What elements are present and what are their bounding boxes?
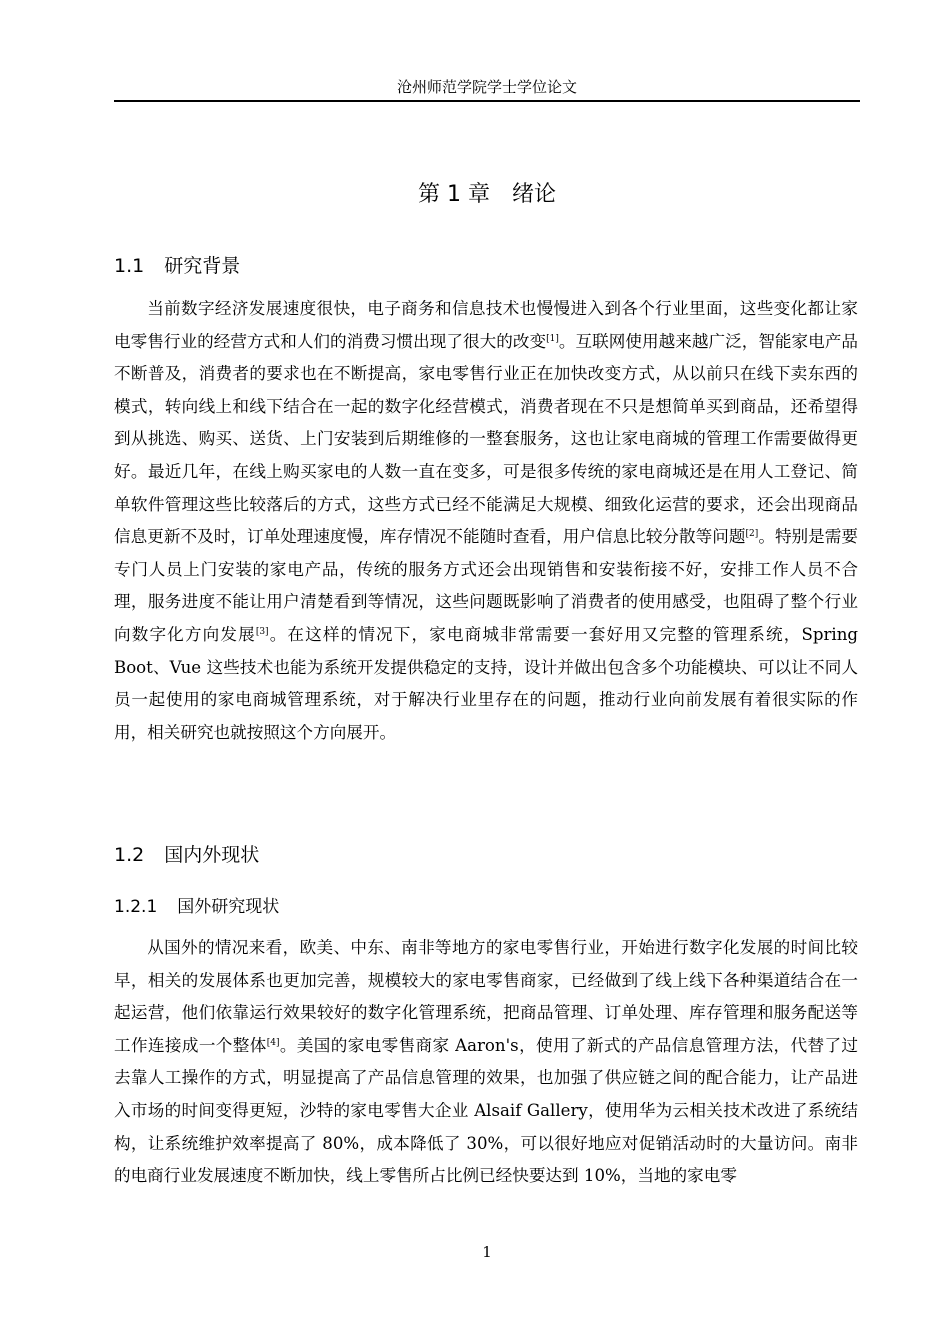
paragraph-foreign-status bbox=[114, 932, 858, 1193]
section-number: 1.1 bbox=[114, 255, 145, 277]
subsection-number: 1.2.1 bbox=[114, 897, 158, 917]
text-run: 从国外的情况来看，欧美、中东、南非等地方的家电零售行业，开始进行数字化发展的时间比较早，相关的发展体系也更加完善，规模较大的家电零售商家，已经做到了线上线下各种渠道结合在一起运营，他们依靠运行效果较好的数字化管理系统，把商品管理、订单处理、库存管理和服务配送等工作连接成一个整体 bbox=[114, 938, 858, 1055]
section-heading-1-1 bbox=[114, 253, 860, 279]
citation: [4] bbox=[266, 1037, 280, 1048]
section-number: 1.2 bbox=[114, 844, 145, 866]
subsection-heading-1-2-1 bbox=[114, 895, 860, 919]
text-run: 。在这样的情况下，家电商城非常需要一套好用又完整的管理系统，Spring Boot、Vue 这些技术也能为系统开发提供稳定的支持，设计并做出包含多个功能模块、可以让不同人员一起使用的家电商城管理系统，对于解决行业里存在的问题，推动行业向前发展有着很实际的作用，相关研究也就按照这个方向展开。 bbox=[114, 624, 858, 742]
text-run: 当前数字经济发展速度很快，电子商务和信息技术也慢慢进入到各个行业里面，这些变化都让家电零售行业的经营方式和人们的消费习惯出现了很大的改变 bbox=[114, 299, 858, 351]
header-rule bbox=[114, 100, 860, 102]
chapter-title bbox=[114, 180, 860, 210]
text-run: 。互联网使用越来越广泛，智能家电产品不断普及，消费者的要求也在不断提高，家电零售行业正在加快改变方式，从以前只在线下卖东西的模式，转向线上和线下结合在一起的数字化经营模式，消费者现在不只是想简单买到商品，还希望得到从挑选、购买、送货、上门安装到后期维修的一整套服务，这也让家电商城的管理工作需要做得更好。最近几年，在线上购买家电的人数一直在变多，可是很多传统的家电商城还是在用人工登记、简单软件管理这些比较落后的方式，这些方式已经不能满足大规模、细致化运营的要求，还会出现商品信息更新不及时，订单处理速度慢，库存情况不能随时查看，用户信息比较分散等问题 bbox=[114, 331, 859, 547]
subsection-title: 国外研究现状 bbox=[177, 897, 280, 917]
text-run: 。特别是需要专门人员上门安装的家电产品，传统的服务方式还会出现销售和安装衔接不好，安排工作人员不合理，服务进度不能让用户清楚看到等情况，这些问题既影响了消费者的使用感受，也阻碍了整个行业向数字化方向发展 bbox=[114, 527, 859, 644]
page-number: 1 bbox=[482, 1243, 492, 1261]
section-title: 研究背景 bbox=[164, 255, 241, 277]
section-heading-1-2 bbox=[114, 842, 860, 868]
citation: [3] bbox=[255, 626, 269, 637]
section-title: 国内外现状 bbox=[164, 844, 260, 866]
paragraph-research-background bbox=[114, 293, 858, 749]
running-header: 沧州师范学院学士学位论文 bbox=[396, 78, 577, 96]
text-run: 。美国的家电零售商家 Aaron's，使用了新式的产品信息管理方法，代替了过去靠人工操作的方式，明显提高了产品信息管理的效果，也加强了供应链之间的配合能力，让产品进入市场的时间变得更短，沙特的家电零售大企业 Alsaif Gallery，使用华为云相关技术改进了系统结构，让系统维护效率提高了 80%，成本降低了 30%，可以很好地应对促销活动时的大量访问。南非的电商行业发展速度不断加快，线上零售所占比例已经快要达到 10%，当地的家电零 bbox=[114, 1035, 859, 1186]
chapter-number: 第 1 章 bbox=[418, 182, 490, 207]
chapter-name: 绪论 bbox=[511, 182, 556, 207]
citation: [1] bbox=[546, 333, 559, 344]
citation: [2] bbox=[745, 529, 759, 540]
